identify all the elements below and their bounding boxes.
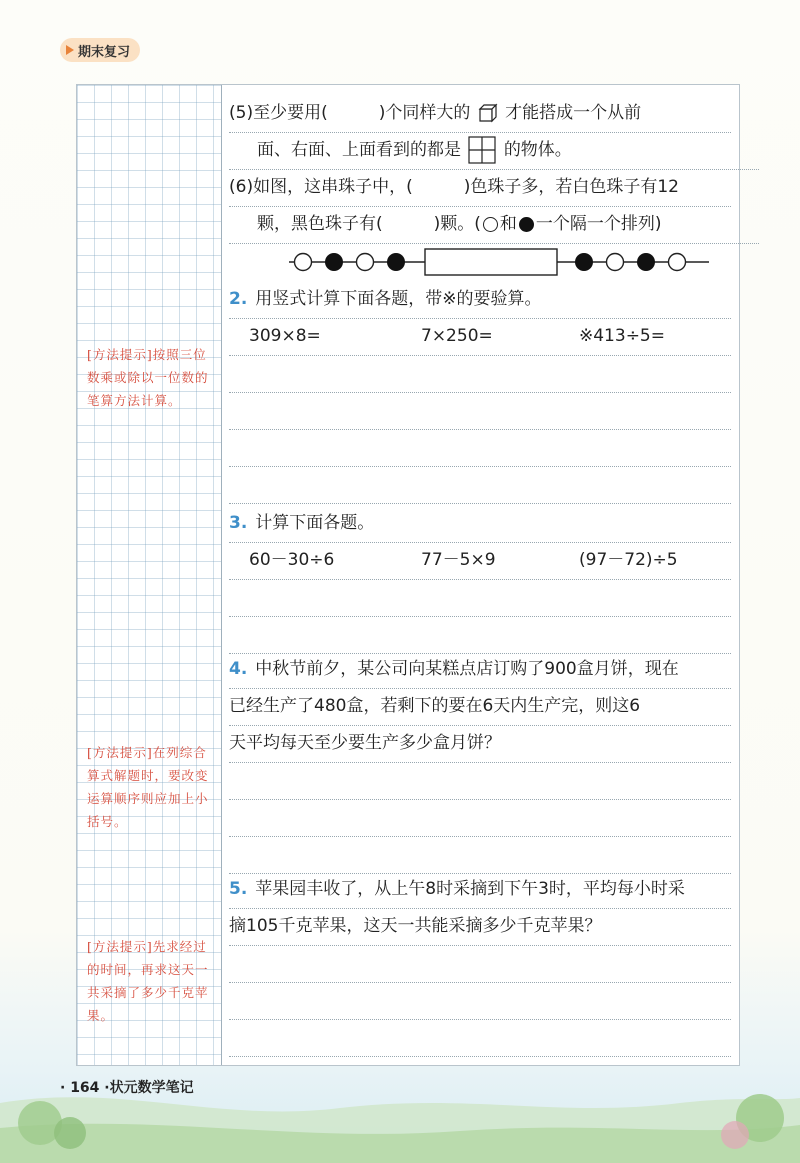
questions-area <box>229 85 731 1065</box>
q4-line2 <box>229 688 731 726</box>
q1-part5-text-a: (5)至少要用( )个同样大的 <box>229 103 471 123</box>
q1-part5-text-c: 面、右面、上面看到的都是 <box>257 140 461 160</box>
q1-part6-text-a: (6)如图，这串珠子中，( )色珠子多，若白色珠子有12 <box>229 177 679 197</box>
page-number: · 164 <box>60 1080 100 1096</box>
notes-grid-column <box>77 85 222 1065</box>
worksheet-page <box>76 84 740 1066</box>
q1-part5-text-b: 才能搭成一个从前 <box>505 103 642 123</box>
q4-text-2: 已经生产了480盒，若剩下的要在6天内生产完，则这6 <box>229 696 641 716</box>
q1-part6-line2 <box>229 206 759 244</box>
q2-heading <box>229 281 731 319</box>
q4-line3 <box>229 725 731 763</box>
q5-text-1: 苹果园丰收了，从上午8时采摘到下午3时，平均每小时采 <box>255 879 685 899</box>
q2-text: 用竖式计算下面各题，带※的要验算。 <box>255 289 542 309</box>
q3-number: 3. <box>229 513 248 533</box>
answer-line <box>229 579 731 617</box>
answer-line <box>229 429 731 467</box>
method-tip-1: [方法提示]按照三位数乘或除以一位数的笔算方法计算。 <box>87 347 209 408</box>
q4-text-3: 天平均每天至少要生产多少盒月饼？ <box>229 733 501 753</box>
q1-part5-text-d: 的物体。 <box>503 140 572 160</box>
book-title: ·状元数学笔记 <box>104 1080 194 1096</box>
q3-text: 计算下面各题。 <box>255 513 375 533</box>
answer-line <box>229 355 731 393</box>
q4-text-1: 中秋节前夕，某公司向某糕点店订购了900盒月饼，现在 <box>255 659 679 679</box>
q3-exercise-3: (97－72)÷5 <box>579 550 678 570</box>
arrow-icon <box>66 45 74 55</box>
q4-line1 <box>229 651 731 689</box>
q5-line2 <box>229 908 731 946</box>
answer-line <box>229 799 731 837</box>
q1-part6-line1 <box>229 169 731 207</box>
white-bead-icon <box>483 217 498 232</box>
q1-part6-text-d: 一个隔一个排列) <box>535 214 662 234</box>
landscape-illustration <box>0 1063 800 1163</box>
answer-line <box>229 836 731 874</box>
method-tip-2: [方法提示]在列综合算式解题时，要改变运算顺序则应加上小括号。 <box>87 745 209 829</box>
q3-exercise-line <box>229 542 731 580</box>
method-tip-3: [方法提示]先求经过的时间，再求这天一共采摘了多少千克苹果。 <box>87 939 209 1023</box>
answer-line <box>229 762 731 800</box>
q4-number: 4. <box>229 659 248 679</box>
answer-line <box>229 466 731 504</box>
q2-exercise-line <box>229 318 731 356</box>
q1-part5-line2 <box>229 132 759 170</box>
q2-exercise-2: 7×250= <box>421 326 493 346</box>
section-tag-label: 期末复习 <box>78 44 131 60</box>
q2-number: 2. <box>229 289 248 309</box>
bead-string-diagram <box>289 245 709 279</box>
answer-line <box>229 945 731 983</box>
q5-number: 5. <box>229 879 248 899</box>
q3-exercise-1: 60－30÷6 <box>249 550 335 570</box>
q1-part6-text-c: 和 <box>499 214 517 234</box>
q3-exercise-2: 77－5×9 <box>421 550 496 570</box>
black-bead-icon <box>519 217 534 232</box>
answer-line <box>229 982 731 1020</box>
answer-line <box>229 1019 731 1057</box>
four-square-view-icon <box>468 136 496 164</box>
q1-part6-text-b: 颗，黑色珠子有( )颗。( <box>257 214 481 234</box>
q3-heading <box>229 505 731 543</box>
cube-icon <box>478 103 498 123</box>
q5-line1 <box>229 871 731 909</box>
answer-line <box>229 392 731 430</box>
answer-line <box>229 616 731 654</box>
q1-part5-line1 <box>229 95 731 133</box>
q2-exercise-3: ※413÷5= <box>579 326 665 346</box>
section-tag <box>60 38 140 62</box>
q2-exercise-1: 309×8= <box>249 326 321 346</box>
q5-text-2: 摘105千克苹果，这天一共能采摘多少千克苹果？ <box>229 916 602 936</box>
